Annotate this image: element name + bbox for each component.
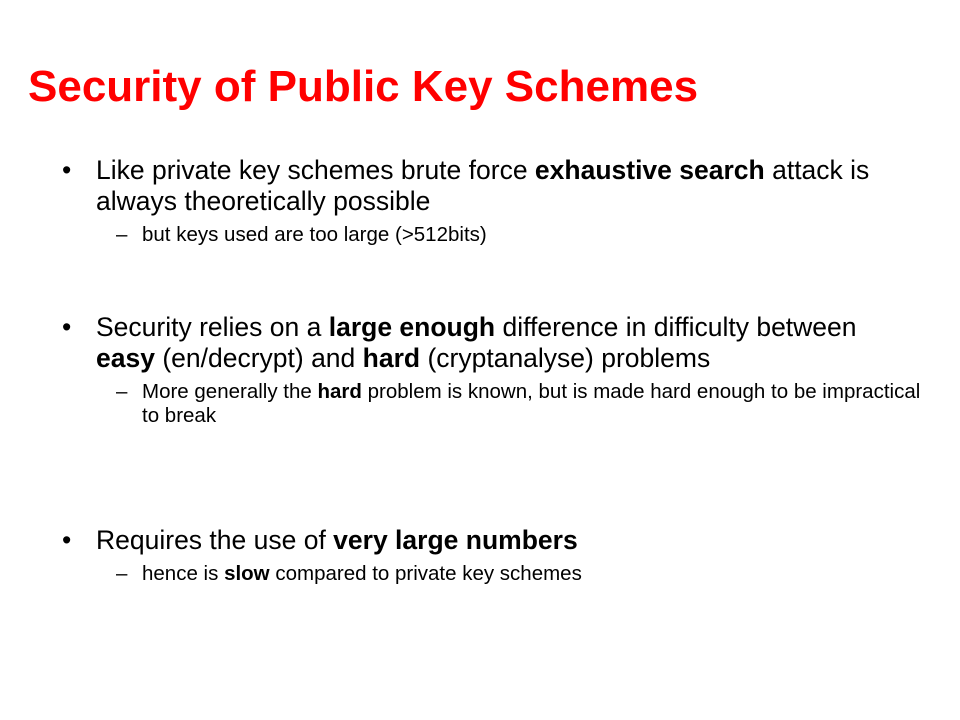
emphasis: large enough (328, 312, 496, 342)
bullet-large-numbers (62, 525, 922, 586)
text-run: problem is known, but is made hard enough to be impractical to break (142, 380, 921, 427)
sub-bullet-marker: – (116, 380, 128, 403)
bullet-brute-force (62, 155, 922, 247)
sub-bullet-marker: – (116, 223, 128, 246)
emphasis: very large numbers (333, 525, 578, 555)
sub-bullet (116, 223, 922, 247)
text-run: (en/decrypt) and (154, 343, 363, 373)
text-run: compared to private key schemes (269, 562, 582, 585)
bullet-text (62, 312, 922, 374)
emphasis: slow (224, 562, 270, 585)
text-run: (cryptanalyse) problems (420, 343, 711, 373)
text-run: Requires the use of (96, 525, 334, 555)
text-run: Security relies on a (96, 312, 329, 342)
emphasis: hard (317, 380, 362, 403)
bullet-marker: • (62, 312, 72, 342)
emphasis: easy (96, 343, 155, 373)
bullet-text (62, 155, 922, 217)
text-run: but keys used are too large (>512bits) (142, 223, 487, 246)
sub-bullet-marker: – (116, 562, 128, 585)
bullet-marker: • (62, 155, 72, 185)
emphasis: hard (362, 343, 421, 373)
sub-bullet (116, 562, 922, 586)
sub-bullet (116, 380, 922, 428)
bullet-marker: • (62, 525, 72, 555)
slide-title: Security of Public Key Schemes (28, 62, 699, 111)
text-run: hence is (142, 562, 225, 585)
bullet-difficulty (62, 312, 922, 428)
emphasis: exhaustive search (534, 155, 765, 185)
text-run: attack is always theoretically possible (96, 155, 870, 216)
text-run: Like private key schemes brute force (96, 155, 535, 185)
text-run: difference in difficulty between (495, 312, 857, 342)
bullet-text (62, 525, 922, 556)
text-run: More generally the (142, 380, 318, 403)
